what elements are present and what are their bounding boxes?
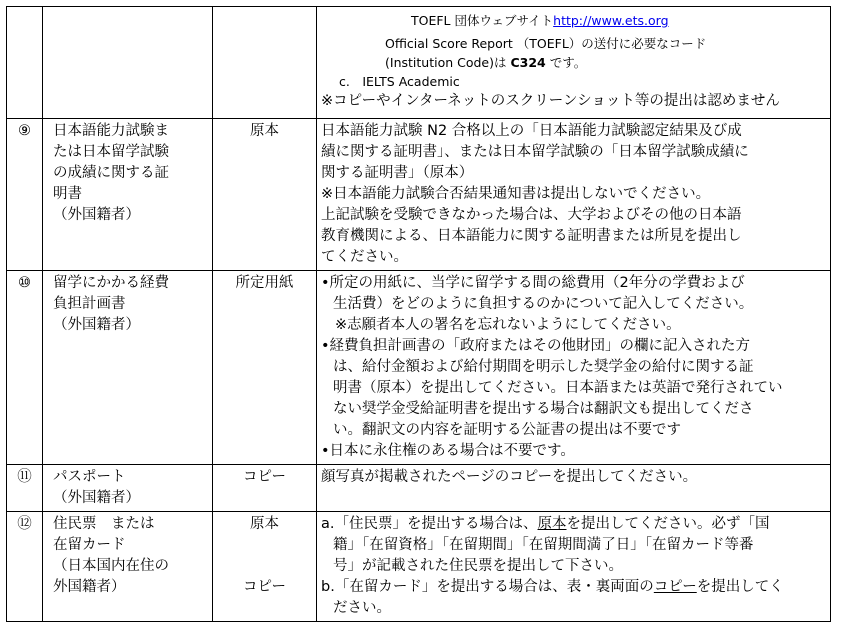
desc-line: ※日本語能力試験合否結果通知書は提出しないでください。 xyxy=(321,186,711,202)
format-cell xyxy=(213,7,317,119)
desc-line: 日本語能力試験 N2 合格以上の「日本語能力試験認定結果及び成 xyxy=(321,123,742,139)
name-line: （日本国内在住の xyxy=(53,558,169,574)
format-cell xyxy=(213,512,317,622)
report-line2-b: です。 xyxy=(545,55,587,70)
name-cell xyxy=(43,465,213,512)
desc-line: い。翻訳文の内容を証明する公証書の提出は不要です xyxy=(333,422,681,438)
name-line: たは日本留学試験 xyxy=(53,144,169,160)
name-line: 日本語能力試験ま xyxy=(53,123,169,139)
report-line2-a: (Institution Code)は xyxy=(385,55,511,70)
desc-line: 教育機関による、日本語能力に関する証明書または所見を提出し xyxy=(321,228,742,244)
format-original: 原本 xyxy=(250,516,279,532)
desc-b-text: を提出してく xyxy=(696,579,784,595)
description-cell xyxy=(317,512,831,622)
description-cell xyxy=(317,7,831,119)
desc-a-underlined: 原本 xyxy=(537,516,567,532)
desc-line: •所定の用紙に、当学に留学する間の総費用（2年分の学費および xyxy=(321,275,745,291)
name-line: 在留カード xyxy=(53,537,126,553)
num-cell xyxy=(7,7,43,119)
name-cell xyxy=(43,271,213,465)
name-line: （外国籍者） xyxy=(53,207,140,223)
desc-line: 明書（原本）を提出してください。日本語または英語で発行されてい xyxy=(333,380,783,396)
desc-b-text: b.「在留カード」を提出する場合は、表・裏両面の xyxy=(321,579,654,595)
table-row xyxy=(7,7,831,119)
name-line: 明書 xyxy=(53,186,82,202)
toefl-site-link[interactable]: http://www.ets.org xyxy=(553,13,669,28)
name-cell xyxy=(43,7,213,119)
desc-line: 上記試験を受験できなかった場合は、大学およびその他の日本語 xyxy=(321,207,742,223)
description-cell xyxy=(317,119,831,271)
format-copy: コピー xyxy=(243,579,286,595)
desc-line: ださい。 xyxy=(333,600,391,616)
desc-line: 生活費）をどのように負担するのかについて記入してください。 xyxy=(333,296,754,312)
desc-a-text: を提出してください。必ず「国 xyxy=(566,516,770,532)
name-line: 負担計画書 xyxy=(53,296,126,312)
desc-line: てください。 xyxy=(321,249,408,265)
format-cell: 原本 xyxy=(213,119,317,271)
table-row xyxy=(7,271,831,465)
table-row xyxy=(7,119,831,271)
desc-line: ※志願者本人の署名を忘れないようにしてください。 xyxy=(335,317,681,333)
name-line: 留学にかかる経費 xyxy=(53,275,169,291)
desc-b-underlined: コピー xyxy=(653,579,697,595)
name-cell xyxy=(43,119,213,271)
num-cell: ⑪ xyxy=(7,465,43,512)
requirements-table xyxy=(6,6,831,622)
desc-line: は、給付金額および給付期間を明示した奨学金の給付に関する証 xyxy=(333,359,754,375)
num-cell: ⑨ xyxy=(7,119,43,271)
name-line: （外国籍者） xyxy=(53,490,140,506)
desc-line: •経費負担計画書の「政府またはその他財団」の欄に記入された方 xyxy=(321,338,751,354)
desc-line: 顔写真が掲載されたページのコピーを提出してください。 xyxy=(321,469,698,485)
name-line: 外国籍者） xyxy=(53,579,126,595)
table-row xyxy=(7,465,831,512)
institution-code: C324 xyxy=(510,55,546,70)
report-line1: Official Score Report （TOEFL）の送付に必要なコード xyxy=(385,36,707,51)
format-cell: 所定用紙 xyxy=(213,271,317,465)
name-line: 住民票 または xyxy=(53,516,155,532)
name-line: パスポート xyxy=(53,469,126,485)
description-cell xyxy=(317,465,831,512)
name-cell xyxy=(43,512,213,622)
desc-a-text: a.「住民票」を提出する場合は、 xyxy=(321,516,538,532)
desc-line: •日本に永住権のある場合は不要です。 xyxy=(321,443,575,459)
num-cell: ⑩ xyxy=(7,271,43,465)
format-cell: コピー xyxy=(213,465,317,512)
description-cell xyxy=(317,271,831,465)
ielts-item: c. IELTS Academic xyxy=(339,74,460,89)
toefl-site-label: TOEFL 団体ウェブサイト xyxy=(411,13,554,28)
screenshot-note: ※コピーやインターネットのスクリーンショット等の提出は認めません xyxy=(321,93,780,109)
name-line: （外国籍者） xyxy=(53,317,140,333)
desc-line: ない奨学金受給証明書を提出する場合は翻訳文も提出してくださ xyxy=(333,401,754,417)
name-line: の成績に関する証 xyxy=(53,165,169,181)
desc-line: 籍」「在留資格」「在留期間」「在留期間満了日」「在留カード等番 xyxy=(333,537,754,553)
desc-line: 績に関する証明書」、または日本留学試験の「日本留学試験成績に xyxy=(321,144,749,160)
desc-line: 号」が記載された住民票を提出して下さい。 xyxy=(333,558,623,574)
table-row xyxy=(7,512,831,622)
num-cell: ⑫ xyxy=(7,512,43,622)
desc-line: 関する証明書」（原本） xyxy=(321,165,474,181)
